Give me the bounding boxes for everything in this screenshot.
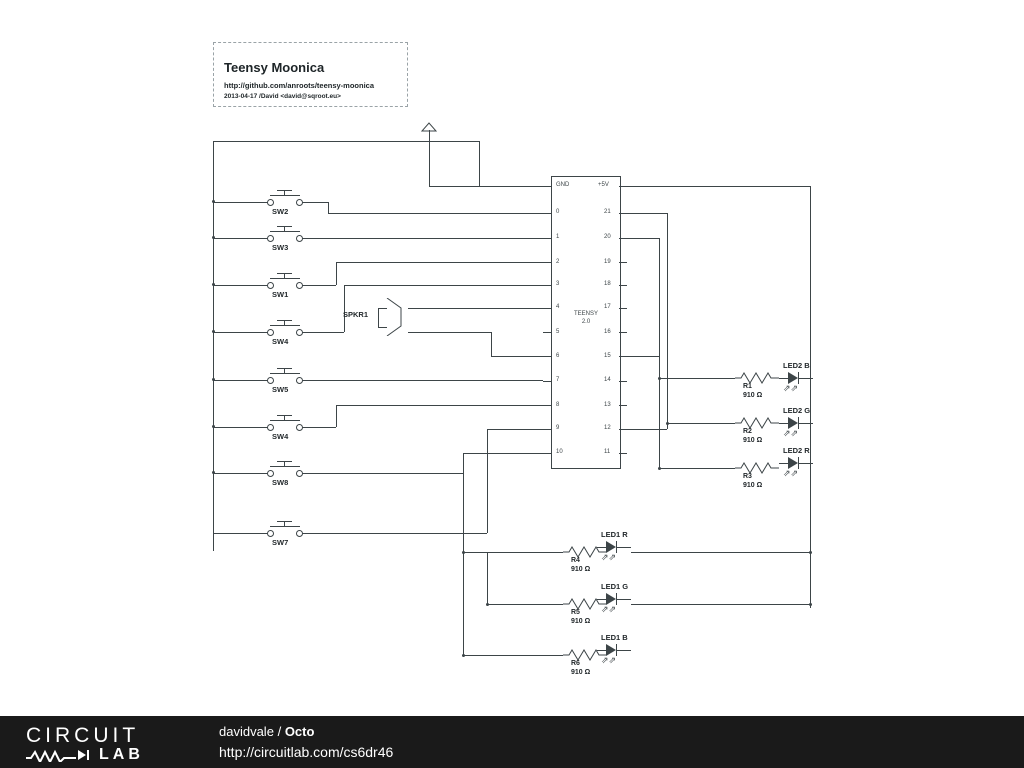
circuitlab-logo bbox=[26, 724, 196, 762]
resistor-value: 910 Ω bbox=[743, 482, 763, 489]
switch-sw2[interactable] bbox=[262, 190, 308, 216]
footer-bar bbox=[0, 716, 1024, 768]
ic-pin-left-3: 3 bbox=[556, 281, 560, 287]
switch-sw4-b[interactable] bbox=[262, 415, 308, 441]
footer-url[interactable]: http://circuitlab.com/cs6dr46 bbox=[219, 744, 394, 760]
switch-sw1[interactable] bbox=[262, 273, 308, 299]
wire-right-rail bbox=[810, 186, 811, 608]
led-label: LED1 R bbox=[601, 530, 628, 539]
ic-pin-left-5: 5 bbox=[556, 329, 560, 335]
led-emission-icon: ⇗⇗ bbox=[601, 552, 617, 562]
ic-pin-right-21: 21 bbox=[604, 209, 611, 215]
resistor-value: 910 Ω bbox=[743, 392, 763, 399]
switch-sw5[interactable] bbox=[262, 368, 308, 394]
speaker-spkr1 bbox=[343, 298, 408, 336]
ic-pin-left-0: 0 bbox=[556, 209, 560, 215]
resistor-r3 bbox=[735, 462, 779, 489]
switch-label: SW4 bbox=[272, 432, 289, 441]
schematic-title: Teensy Moonica bbox=[224, 60, 325, 75]
led-emission-icon: ⇗⇗ bbox=[601, 655, 617, 665]
led-led2-b bbox=[779, 361, 813, 393]
led-emission-icon: ⇗⇗ bbox=[783, 383, 799, 393]
ic-pin-right-14: 14 bbox=[604, 377, 611, 383]
ic-pin-gnd: GND bbox=[556, 182, 570, 188]
ic-pin-right-13: 13 bbox=[604, 402, 611, 408]
footer-author: davidvale bbox=[219, 724, 274, 739]
ic-pin-right-19: 19 bbox=[604, 259, 611, 265]
resistor-label: R1 bbox=[743, 383, 752, 390]
resistor-label: R4 bbox=[571, 557, 580, 564]
resistor-value: 910 Ω bbox=[571, 566, 591, 573]
speaker-label: SPKR1 bbox=[343, 310, 369, 319]
switch-sw8[interactable] bbox=[262, 461, 308, 487]
diode-bar-icon bbox=[87, 750, 89, 760]
ic-pin-left-10: 10 bbox=[556, 449, 563, 455]
schematic-meta: 2013-04-17 /David <david@sqroot.eu> bbox=[224, 93, 341, 100]
resistor-label: R3 bbox=[743, 473, 752, 480]
footer-separator: / bbox=[277, 724, 282, 739]
ic-pin-right-12: 12 bbox=[604, 425, 611, 431]
led-emission-icon: ⇗⇗ bbox=[783, 468, 799, 478]
led-emission-icon: ⇗⇗ bbox=[601, 604, 617, 614]
switch-label: SW2 bbox=[272, 207, 289, 216]
ic-pin-right-15: 15 bbox=[604, 353, 611, 359]
switch-label: SW3 bbox=[272, 243, 289, 252]
schematic-source-url: http://github.com/anroots/teensy-moonica bbox=[224, 81, 375, 90]
resistor-label: R6 bbox=[571, 660, 580, 667]
wire-top-rail bbox=[213, 141, 479, 142]
ic-pin-left-7: 7 bbox=[556, 377, 560, 383]
wire-speaker-pin4 bbox=[408, 308, 543, 309]
switch-label: SW8 bbox=[272, 478, 289, 487]
switch-sw3[interactable] bbox=[262, 226, 308, 252]
led-label: LED2 R bbox=[783, 446, 810, 455]
led-led1-b bbox=[597, 633, 631, 665]
ic-pin-right-18: 18 bbox=[604, 281, 611, 287]
ground-symbol bbox=[418, 120, 440, 130]
ic-pin-right-16: 16 bbox=[604, 329, 611, 335]
resistor-value: 910 Ω bbox=[743, 437, 763, 444]
ic-pin-left-1: 1 bbox=[556, 234, 560, 240]
wire-gnd-stem bbox=[429, 130, 430, 187]
logo-word-bottom: LAB bbox=[99, 746, 144, 763]
ic-pin-left-9: 9 bbox=[556, 425, 560, 431]
led-emission-icon: ⇗⇗ bbox=[783, 428, 799, 438]
ic-pin-left-8: 8 bbox=[556, 402, 560, 408]
led-label: LED2 G bbox=[783, 406, 811, 415]
ic-pin-right-17: 17 bbox=[604, 304, 611, 310]
resistor-r2 bbox=[735, 417, 779, 444]
switch-label: SW7 bbox=[272, 538, 289, 547]
resistor-r1 bbox=[735, 372, 779, 399]
led-led1-g bbox=[597, 582, 631, 614]
diode-icon bbox=[78, 750, 86, 760]
switch-label: SW4 bbox=[272, 337, 289, 346]
resistor-label: R5 bbox=[571, 609, 580, 616]
wire-5v-rail bbox=[619, 186, 811, 187]
ic-pin-left-2: 2 bbox=[556, 259, 560, 265]
resistor-value: 910 Ω bbox=[571, 669, 591, 676]
footer-credit bbox=[219, 724, 314, 739]
ic-label: TEENSY 2.0 bbox=[573, 311, 598, 325]
logo-word-top: CIRCUIT bbox=[26, 724, 140, 747]
ic-pin-left-4: 4 bbox=[556, 304, 560, 310]
led-led2-r bbox=[779, 446, 813, 478]
led-label: LED2 B bbox=[783, 361, 810, 370]
led-led2-g bbox=[779, 406, 813, 438]
resistor-label: R2 bbox=[743, 428, 752, 435]
led-label: LED1 B bbox=[601, 633, 628, 642]
switch-sw4-a[interactable] bbox=[262, 320, 308, 346]
ic-pin-right-11: 11 bbox=[604, 449, 611, 455]
ic-pin-5v: +5V bbox=[598, 182, 609, 188]
ic-pin-left-6: 6 bbox=[556, 353, 560, 359]
led-led1-r bbox=[597, 530, 631, 562]
resistor-zigzag-icon bbox=[26, 748, 76, 762]
led-label: LED1 G bbox=[601, 582, 629, 591]
title-block bbox=[213, 42, 408, 107]
switch-sw7[interactable] bbox=[262, 521, 308, 547]
ic-pin-right-20: 20 bbox=[604, 234, 611, 240]
footer-project: Octo bbox=[284, 724, 315, 739]
resistor-value: 910 Ω bbox=[571, 618, 591, 625]
switch-label: SW5 bbox=[272, 385, 289, 394]
switch-label: SW1 bbox=[272, 290, 289, 299]
